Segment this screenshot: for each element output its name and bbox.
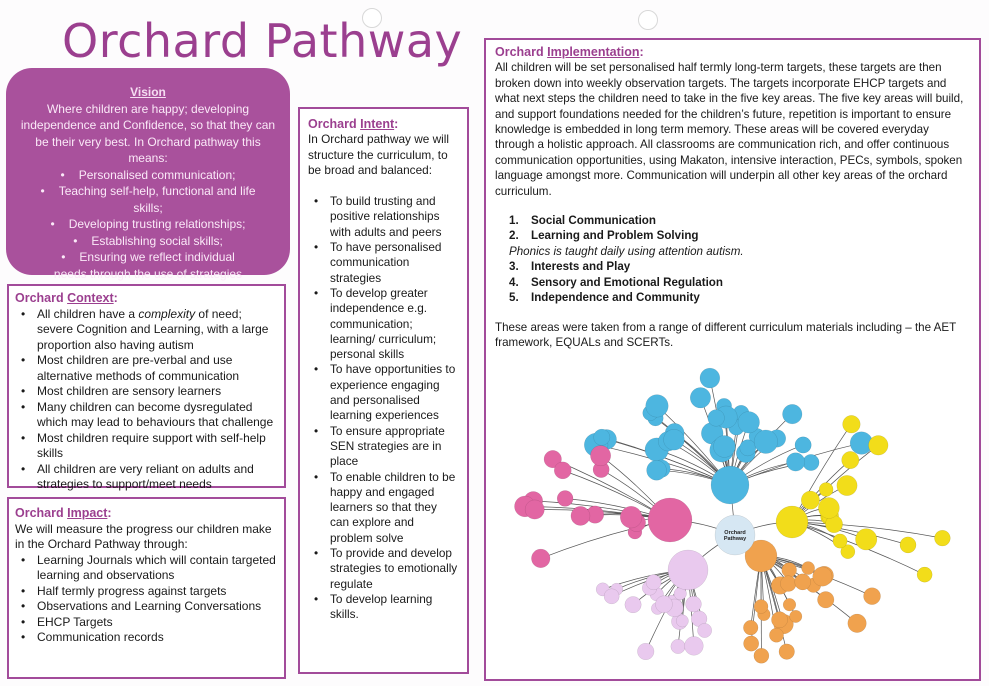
vision-item: • Personalised communication; (18, 167, 278, 184)
context-item: • Many children can become dysregulated which may lead to behaviours that challenge (15, 400, 278, 431)
key-area-label: Interests and Play (531, 260, 631, 274)
mind-map-leaf-node (754, 430, 778, 454)
mind-map-leaf-node (525, 500, 544, 519)
impact-list (15, 553, 278, 646)
heading-suffix: : (394, 117, 399, 131)
mind-map-leaf-node (790, 610, 802, 622)
mind-map-leaf-node (671, 639, 685, 653)
implementation-paragraph: All children will be set personalised half termly long-term targets, these targets are then broken down into weekly observation targets. The targets incorporate EHCP targets and what next steps the children need to take in the five key areas. The five key areas will build, and support foundations needed for the children’s future, repetition is important to ensure knowledge is embedded in long term memory. These areas will be covered everyday through a holistic approach. All classrooms are communication rich, and offer continuous communication opportunities, using Makaton, intensive interaction, PECs, symbols, spoken language amongst more. Communication will underpin all other key areas of the orchard curriculum. (495, 61, 964, 198)
mind-map-leaf-node (713, 435, 735, 457)
vision-intro-line: independence and Confidence, so that they can (20, 118, 276, 132)
mind-map-leaf-node (848, 614, 867, 633)
mind-map-leaf-node (795, 437, 811, 453)
heading-prefix: Orchard (308, 117, 361, 131)
intent-intro: In Orchard pathway we will structure the curriculum, to be broad and balanced: (308, 132, 449, 177)
page-title: Orchard Pathway (62, 14, 463, 68)
mind-map-leaf-node (557, 491, 573, 507)
mind-map-leaf-node (743, 620, 758, 635)
intent-item: • To provide and develop strategies to emotionally regulate (308, 546, 459, 592)
mind-map-leaf-node (738, 411, 760, 433)
mind-map-leaf-node (819, 483, 833, 497)
mind-map-leaf-node (864, 588, 881, 605)
impact-item: • EHCP Targets (15, 615, 278, 631)
key-area-label: Independence and Community (531, 291, 700, 305)
mind-map-leaf-node (803, 454, 819, 470)
curriculum-mind-map (508, 330, 974, 675)
mind-map-leaf-node (833, 534, 847, 548)
vision-item: • Developing trusting relationships; (18, 216, 278, 233)
vision-item: • Ensuring we reflect individual needs through the use of strategies (18, 249, 278, 282)
impact-heading (15, 506, 278, 522)
key-area-number: 5. (509, 291, 519, 305)
mind-map-leaf-node (620, 506, 642, 528)
mind-map-leaf-node (934, 530, 950, 546)
heading-word: Implementation (547, 45, 640, 59)
binder-hole-right (638, 10, 658, 30)
vision-intro-line: be their very best. In Orchard pathway this (35, 134, 261, 149)
context-item: • All children are very reliant on adults and strategies to support/meet needs (15, 462, 278, 493)
mind-map-leaf-node (697, 623, 711, 637)
mind-map-leaf-node (646, 575, 661, 590)
heading-word: Impact (67, 506, 108, 520)
mind-map-leaf-node (771, 612, 787, 628)
context-item: • Most children require support with self-help skills (15, 431, 278, 462)
key-area (509, 275, 970, 290)
mind-map-leaf-node (708, 410, 725, 427)
key-area (509, 213, 970, 228)
mind-map-leaf-node (813, 567, 832, 586)
context-text: All children have a (37, 306, 139, 321)
impact-item: • Half termly progress against targets (15, 584, 278, 600)
mind-map-leaf-node (801, 491, 819, 509)
mind-map-leaf-node (690, 388, 710, 408)
impact-intro: We will measure the progress our children make in the Orchard Pathway through: (15, 521, 272, 551)
context-heading (15, 291, 278, 307)
mind-map-leaf-node (817, 591, 834, 608)
mind-map-leaf-node (571, 506, 590, 525)
intent-item: • To develop greater independence e.g. communication; learning/ curriculum; personal skills (308, 286, 459, 362)
mind-map-leaf-node (843, 415, 861, 433)
mind-map-hub-node (776, 506, 808, 538)
mind-map-leaf-node (531, 549, 550, 568)
mind-map-leaf-node (740, 440, 756, 456)
key-area-label: Social Communication (531, 214, 656, 228)
mind-map-leaf-node (700, 368, 720, 388)
intent-item: • To build trusting and positive relationships with adults and peers (308, 194, 459, 240)
mind-map-leaf-node (625, 596, 641, 612)
mind-map-leaf-node (554, 462, 571, 479)
intent-heading (308, 117, 459, 132)
mind-map-leaf-node (684, 636, 703, 655)
intent-item: • To enable children to be happy and engaged learners so that they can explore and problem solve (308, 470, 459, 546)
heading-word: Context (67, 291, 114, 305)
key-area-number: 2. (509, 229, 519, 243)
implementation-heading (495, 45, 970, 60)
intent-list (308, 194, 459, 622)
mind-map-leaf-node (917, 567, 932, 582)
mind-map-leaf-node (594, 429, 610, 445)
vision-panel (6, 68, 290, 281)
mind-map-leaf-node (769, 628, 783, 642)
mind-map-leaf-node (869, 436, 889, 456)
intent-panel (298, 107, 469, 674)
vision-item: • Establishing social skills; (18, 233, 278, 250)
mind-map-leaf-node (744, 636, 759, 651)
vision-item: • Teaching self-help, functional and life skills; (18, 183, 278, 216)
mind-map-leaf-node (647, 460, 667, 480)
key-area-number: 3. (509, 260, 519, 274)
heading-prefix: Orchard (15, 291, 68, 305)
mind-map-leaf-node (786, 453, 804, 471)
phonics-note: Phonics is taught daily using attention autism. (509, 244, 744, 258)
key-area-number: 1. (509, 214, 519, 228)
context-emphasis: complexity (138, 306, 196, 321)
mind-map-leaf-node (818, 497, 839, 518)
intent-item: • To develop learning skills. (308, 592, 459, 623)
mind-map-leaf-node (754, 600, 768, 614)
mind-map-leaf-node (855, 529, 876, 550)
key-area (509, 228, 970, 243)
mind-map-hub-node (648, 498, 692, 542)
mind-map-leaf-node (780, 576, 796, 592)
mind-map-leaf-node (782, 404, 802, 424)
mind-map-leaf-node (754, 648, 769, 663)
mind-map-leaf-node (837, 475, 857, 495)
impact-item: • Communication records (15, 630, 278, 646)
intent-item: • To have personalised communication strategies (308, 240, 459, 286)
mind-map-leaf-node (676, 615, 688, 627)
mind-map-leaf-node (655, 596, 672, 613)
vision-intro (18, 101, 278, 167)
mind-map-leaf-node (900, 537, 916, 553)
vision-heading: Vision (130, 85, 166, 99)
key-area-label: Sensory and Emotional Regulation (531, 275, 723, 289)
heading-suffix: : (113, 291, 118, 305)
mind-map-leaf-node (783, 598, 796, 611)
mind-map-leaf-node (782, 563, 797, 578)
mind-map-leaf-node (802, 562, 815, 575)
key-area-label: Learning and Problem Solving (531, 229, 699, 243)
vision-intro-line: means: (128, 151, 168, 165)
context-item: • Most children are pre-verbal and use alternative methods of communication (15, 353, 278, 384)
intent-item: • To ensure appropriate SEN strategies are in place (308, 424, 459, 470)
context-item (15, 307, 278, 354)
mind-map-leaf-node (637, 643, 654, 660)
mind-map-leaf-node (646, 395, 669, 418)
heading-suffix: : (639, 45, 644, 59)
mind-map-leaf-node (590, 446, 610, 466)
heading-word: Intent (360, 117, 395, 131)
mind-map-leaf-node (686, 596, 702, 612)
impact-item: • Observations and Learning Conversations (15, 599, 278, 615)
mind-map-center-label: Orchard Pathway (723, 529, 747, 542)
impact-item: • Learning Journals which will contain targeted learning and observations (15, 553, 278, 584)
context-text: of need; severe Cognition and Learning, with a large proportion also having autism (37, 306, 269, 352)
key-area (509, 259, 970, 274)
mind-map-leaf-node (604, 589, 619, 604)
intent-item: • To have opportunities to experience engaging and personalised learning experiences (308, 362, 459, 423)
key-area-number: 4. (509, 275, 519, 289)
key-area (509, 290, 970, 305)
mind-map-hub-node (668, 550, 708, 590)
mind-map-leaf-node (795, 574, 811, 590)
impact-panel (7, 497, 286, 679)
context-panel (7, 284, 286, 491)
key-areas-list (509, 213, 970, 305)
heading-prefix: Orchard (15, 506, 68, 520)
sources-note: These areas were taken from a range of different curriculum materials including – the AET framework, EQUALs and SCERTs. (495, 320, 956, 349)
mind-map-hub-node (711, 466, 749, 504)
heading-prefix: Orchard (495, 45, 548, 59)
vision-intro-line: Where children are happy; developing (46, 101, 250, 116)
vision-list (18, 167, 278, 283)
context-list (15, 307, 278, 493)
mind-map-leaf-node (842, 451, 859, 468)
heading-suffix: : (107, 506, 112, 520)
context-item: • Most children are sensory learners (15, 384, 278, 400)
mind-map-leaf-node (664, 429, 685, 450)
mind-map-leaf-node (779, 644, 795, 660)
